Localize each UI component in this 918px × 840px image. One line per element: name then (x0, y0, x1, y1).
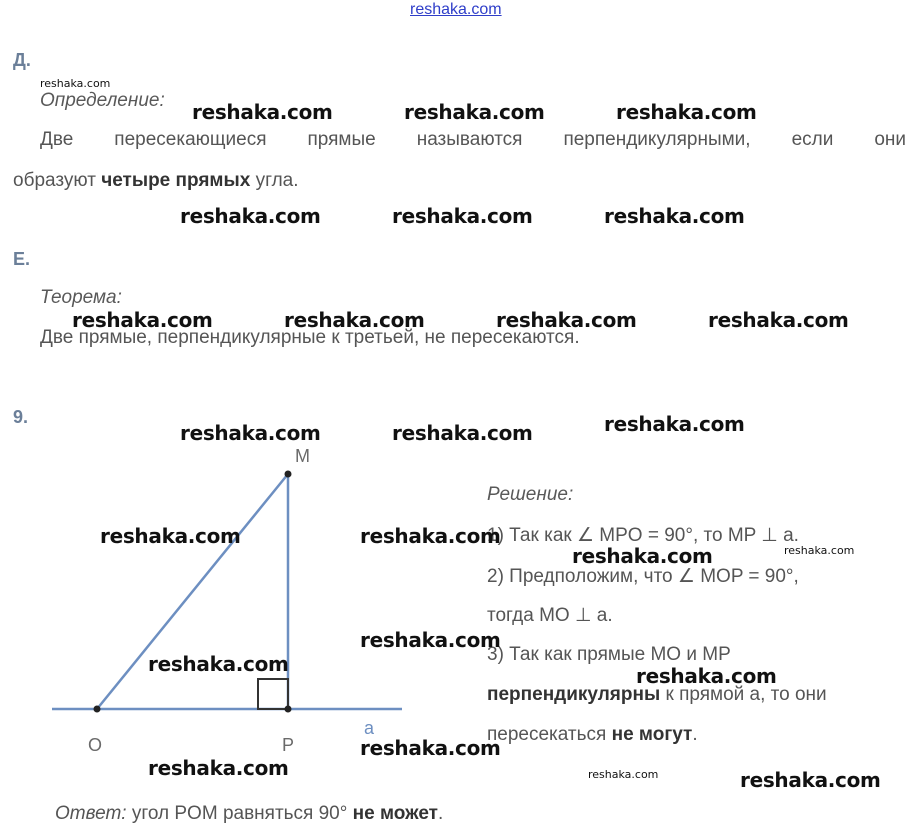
watermark: reshaka.com (404, 100, 545, 124)
answer-post: . (437, 803, 444, 824)
watermark: reshaka.com (392, 204, 533, 228)
point-p (285, 706, 292, 713)
solution-step-3c (487, 724, 698, 746)
point-m (285, 471, 292, 478)
answer-label: Ответ: (55, 803, 127, 824)
point-m-label: M (295, 446, 310, 466)
watermark: reshaka.com (148, 756, 289, 780)
section-e-label: Е. (13, 249, 31, 269)
point-o (94, 706, 101, 713)
answer-line (55, 803, 443, 825)
point-p-label: P (282, 735, 295, 755)
definition-line-2-post: угла. (250, 170, 299, 191)
answer-bold: не может (352, 803, 438, 824)
solution-heading: Решение: (487, 484, 574, 505)
watermark: reshaka.com (616, 100, 757, 124)
site-link[interactable]: reshaka.com (410, 1, 502, 18)
definition-bold: четыре прямых (101, 170, 251, 191)
watermark: reshaka.com (284, 308, 425, 332)
line-a-label: a (364, 718, 375, 738)
solution-step-3b-bold: перпендикулярны (487, 684, 661, 705)
solution-step-3c-bold: не могут (611, 724, 693, 745)
definition-line-2-pre: образуют (13, 170, 102, 191)
watermark-small: reshaka.com (784, 544, 855, 557)
watermark: reshaka.com (360, 628, 501, 652)
watermark: reshaka.com (392, 421, 533, 445)
watermark: reshaka.com (636, 664, 777, 688)
right-angle-mark (258, 679, 288, 709)
solution-step-3b-post: к прямой a, то они (660, 684, 827, 705)
watermark: reshaka.com (148, 652, 289, 676)
theorem-heading: Теорема: (40, 287, 122, 308)
theorem-text: Две прямые, перпендикулярные к третьей, не пересекаются. (40, 327, 580, 348)
watermark: reshaka.com (180, 204, 321, 228)
solution-step-2a: 2) Предположим, что ∠ MOP = 90°, (487, 566, 799, 587)
solution-step-3c-pre: пересекаться (487, 724, 612, 745)
watermark: reshaka.com (708, 308, 849, 332)
definition-line-1: Две пересекающиеся прямые называются перпендикулярными, если они (40, 129, 906, 150)
watermark: reshaka.com (740, 768, 881, 792)
solution-step-3a: 3) Так как прямые MO и MP (487, 644, 731, 665)
watermark: reshaka.com (572, 544, 713, 568)
solution-step-2b: тогда MO ⊥ a. (487, 605, 613, 626)
watermark-small: reshaka.com (40, 77, 111, 90)
solution-step-1: 1) Так как ∠ MPO = 90°, то MP ⊥ a. (487, 525, 799, 546)
watermark: reshaka.com (72, 308, 213, 332)
watermark: reshaka.com (604, 204, 745, 228)
watermark: reshaka.com (496, 308, 637, 332)
watermark-small: reshaka.com (588, 768, 659, 781)
watermark: reshaka.com (360, 736, 501, 760)
watermark: reshaka.com (192, 100, 333, 124)
answer-pre: угол POM равняться 90° (126, 803, 353, 824)
solution-step-3c-post: . (692, 724, 698, 745)
watermark: reshaka.com (180, 421, 321, 445)
watermark: reshaka.com (604, 412, 745, 436)
point-o-label: O (88, 735, 103, 755)
watermark: reshaka.com (100, 524, 241, 548)
definition-heading: Определение: (40, 90, 165, 111)
watermark: reshaka.com (360, 524, 501, 548)
section-d-label: Д. (13, 50, 31, 70)
task-9-label: 9. (13, 407, 29, 427)
